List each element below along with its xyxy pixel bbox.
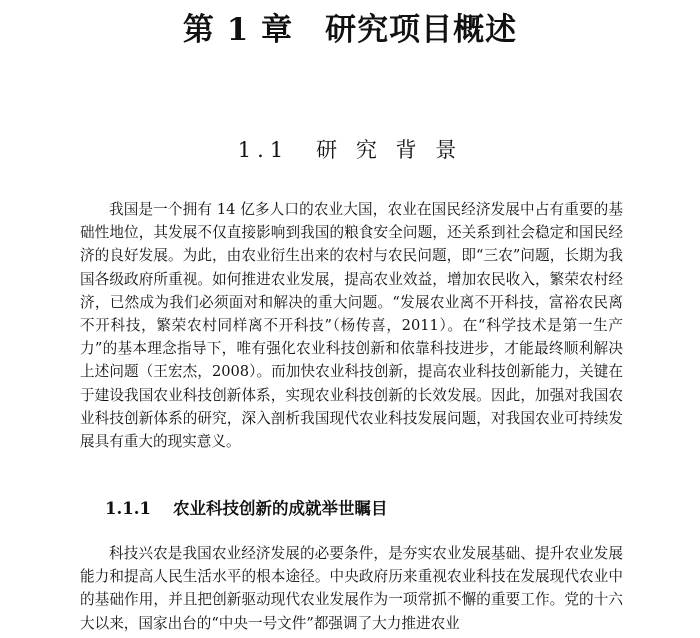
subsection-title: 农业科技创新的成就举世瞩目 bbox=[172, 499, 388, 518]
subsection-number: 1.1.1 bbox=[105, 499, 151, 518]
body-paragraph: 我国是一个拥有 14 亿多人口的农业大国，农业在国民经济发展中占有重要的基础性地位，其发展不仅直接影响到我国的粮食安全问题，还关系到社会稳定和国民经济的良好发展。为此，由农业衍生出来的农村与农民问题，即“三农”问题，长期为我国各级政府所重视。如何推进农业发展，提高农业效益，增加农民收入，繁荣农村经济，已然成为我们必须面对和解决的重大问题。“发展农业离不开科技，富裕农民离不开科技，繁荣农村同样离不开科技”（杨传喜，2011）。在“科学技术是第一生产力”的基本理念指导下，唯有强化农业科技创新和依靠科技进步，才能最终顺利解决上述问题（王宏杰，2008）。而加快农业科技创新，提高农业科技创新能力，关键在于建设我国农业科技创新体系，实现农业科技创新的长效发展。因此，加强对我国农业科技创新体系的研究，深入剖析我国现代农业科技发展问题，对我国农业可持续发展具有重大的现实意义。 bbox=[80, 201, 623, 451]
chapter-title: 第 1 章 研究项目概述 bbox=[182, 12, 518, 48]
section-title: 1.1 研 究 背 景 bbox=[237, 138, 463, 162]
body-paragraph: 科技兴农是我国农业经济发展的必要条件，是夯实农业发展基础、提升农业发展能力和提高人民生活水平的根本途径。中央政府历来重视农业科技在发展现代农业中的基础作用，并且把创新驱动现代农业发展作为一项常抓不懈的重要工作。党的十六大以来，国家出台的“中央一号文件”都强调了大力推进农业 bbox=[80, 545, 623, 632]
subsection-heading bbox=[105, 496, 387, 522]
